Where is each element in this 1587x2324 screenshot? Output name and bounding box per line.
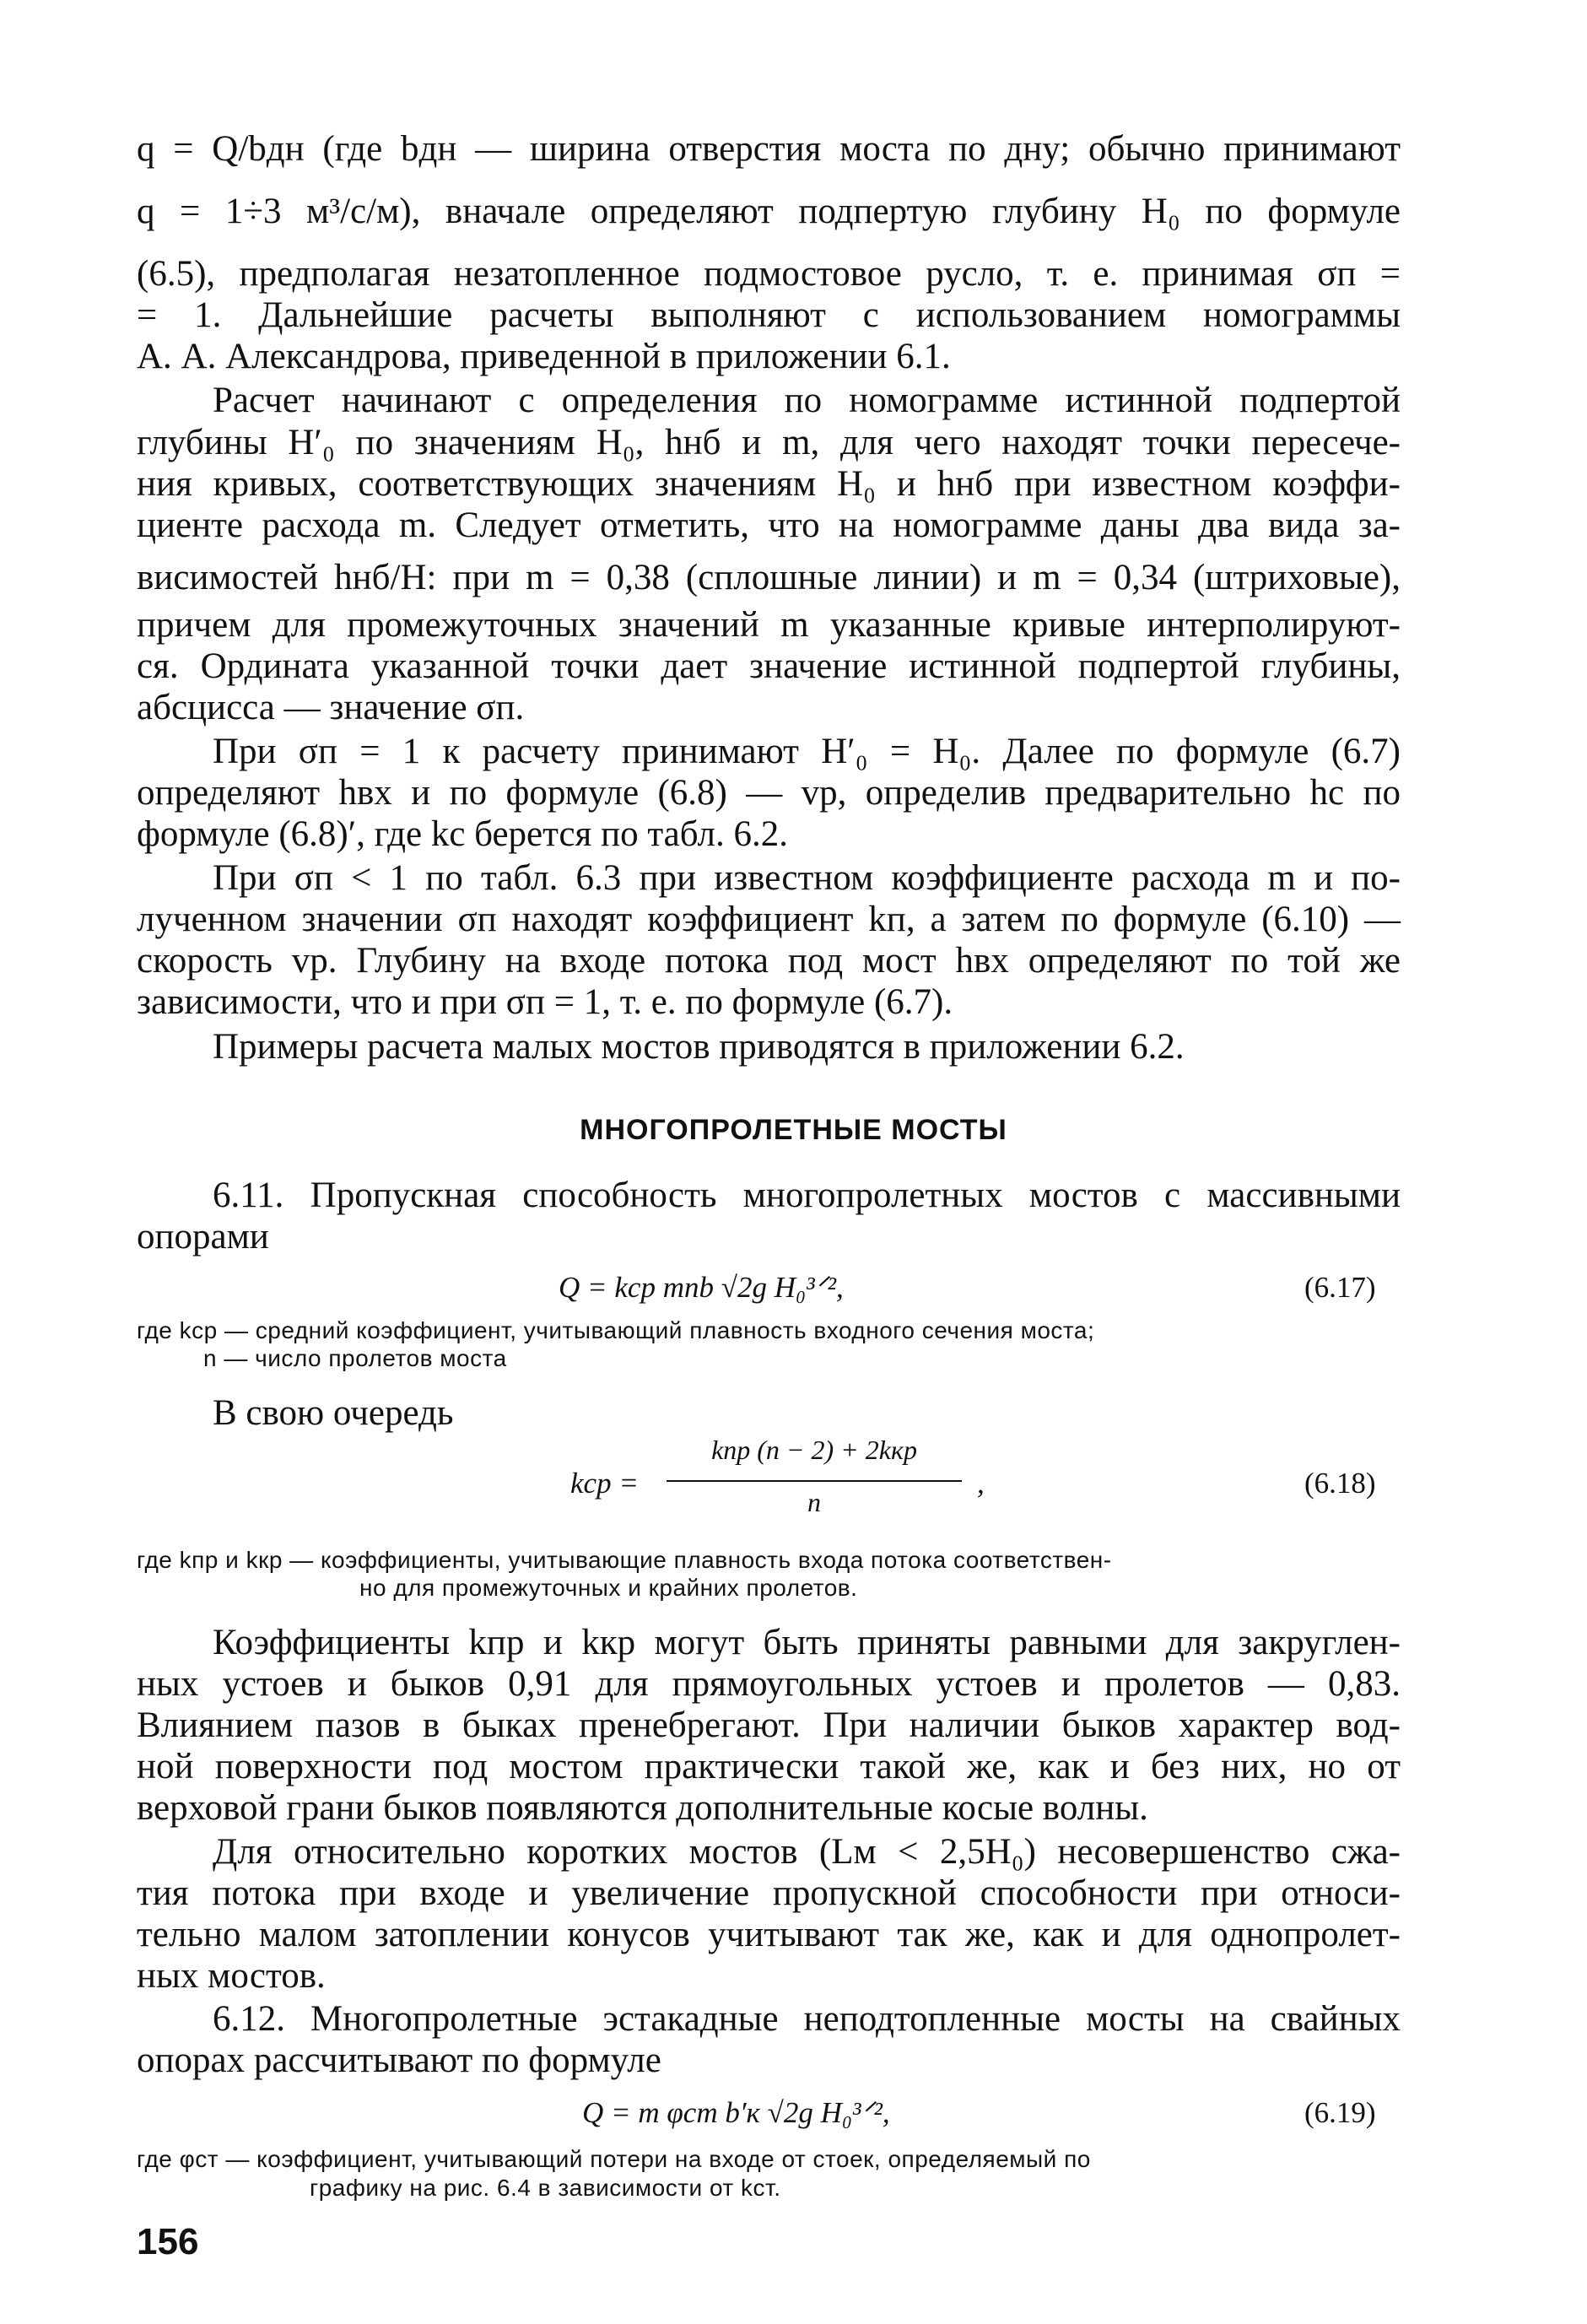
text-line: причем для промежуточных значений m указанные кривые интерполируют- — [137, 605, 1401, 645]
text-line: При σп < 1 по табл. 6.3 при известном коэффициенте расхода m и по- — [213, 858, 1401, 898]
fraction-denominator: n — [807, 1487, 821, 1517]
formula-6-17: Q = kср mnb √2g H₀³ᐟ², — [559, 1271, 844, 1304]
formula-6-18-comma: , — [977, 1467, 985, 1500]
note-line: но для промежуточных и крайних пролетов. — [359, 1575, 858, 1601]
text-line: q = 1÷3 м³/с/м), вначале определяют подпертую глубину H₀ по формуле — [137, 192, 1401, 231]
text-line: скорость vр. Глубину на входе потока под мост hвх определяют по той же — [137, 941, 1401, 981]
text-line: (6.5), предполагая незатопленное подмостовое русло, т. е. принимая σп = — [137, 254, 1401, 294]
fraction-bar — [667, 1480, 962, 1482]
text-line: ных мостов. — [137, 1956, 326, 1996]
page-number: 156 — [137, 2221, 199, 2262]
text-line: ся. Ордината указанной точки дает значение истинной подпертой глубины, — [137, 646, 1401, 686]
text-line: А. А. Александрова, приведенной в приложении 6.1. — [137, 337, 951, 376]
text-line: ных устоев и быков 0,91 для прямоугольных устоев и пролетов — 0,83. — [137, 1664, 1401, 1704]
text-line: висимостей hнб/H: при m = 0,38 (сплошные линии) и m = 0,34 (штриховые), — [137, 558, 1401, 597]
text-line: верховой грани быков появляются дополнительные косые волны. — [137, 1788, 1148, 1828]
formula-6-18-lhs: kср = — [570, 1467, 639, 1500]
note-line: графику на рис. 6.4 в зависимости от kст. — [310, 2175, 781, 2201]
text-line: опорами — [137, 1217, 269, 1257]
text-line: глубины H′₀ по значениям H₀, hнб и m, для чего находят точки пересече- — [137, 423, 1401, 462]
text-line: При σп = 1 к расчету принимают H′₀ = H₀. Далее по формуле (6.7) — [213, 732, 1401, 771]
text-line: циенте расхода m. Следует отметить, что на номограмме даны два вида за- — [137, 505, 1401, 545]
equation-number: (6.18) — [1304, 1467, 1376, 1500]
section-heading: МНОГОПРОЛЕТНЫЕ МОСТЫ — [580, 1114, 1007, 1146]
note-line: где φст — коэффициент, учитывающий потери на входе от стоек, определяемый по — [137, 2146, 1091, 2172]
text-line: 6.11. Пропускная способность многопролетных мостов с массивными — [213, 1176, 1401, 1215]
text-line: 6.12. Многопролетные эстакадные неподтопленные мосты на свайных — [213, 1999, 1401, 2039]
text-line: тельно малом затоплении конусов учитывают так же, как и для однопролет- — [137, 1915, 1401, 1954]
text-line: формуле (6.8)′, где kс берется по табл. 6.2. — [137, 814, 789, 854]
text-line: Коэффициенты kпр и kкр могут быть приняты равными для закруглен- — [213, 1623, 1401, 1662]
text-line: опорах рассчитывают по формуле — [137, 2040, 661, 2080]
note-line: где kср — средний коэффициент, учитывающий плавность входного сечения моста; — [137, 1317, 1095, 1343]
text-line: Расчет начинают с определения по номограмме истинной подпертой — [213, 381, 1401, 420]
text-line: лученном значении σп находят коэффициент kп, а затем по формуле (6.10) — — [137, 900, 1401, 939]
text-line: ной поверхности под мостом практически такой же, как и без них, но от — [137, 1747, 1401, 1786]
equation-number: (6.17) — [1304, 1271, 1376, 1304]
fraction-numerator: kпр (n − 2) + 2kкр — [711, 1435, 917, 1465]
text-line: В свою очередь — [213, 1393, 454, 1433]
text-line: = 1. Дальнейшие расчеты выполняют с использованием номограммы — [137, 295, 1401, 335]
text-line: q = Q/bдн (где bдн — ширина отверстия моста по дну; обычно принимают — [137, 129, 1401, 169]
text-line: абсцисса — значение σп. — [137, 688, 525, 727]
text-line: Для относительно коротких мостов (Lм < 2,5H₀) несовершенство сжа- — [213, 1832, 1401, 1872]
text-line: определяют hвх и по формуле (6.8) — vр, определив предварительно hс по — [137, 773, 1401, 813]
formula-6-19: Q = m φст b′к √2g H₀³ᐟ², — [582, 2096, 890, 2129]
text-line: зависимости, что и при σп = 1, т. е. по формуле (6.7). — [137, 982, 953, 1022]
note-line: где kпр и kкр — коэффициенты, учитывающие плавность входа потока соответствен- — [137, 1547, 1112, 1573]
text-line: Влиянием пазов в быках пренебрегают. При наличии быков характер вод- — [137, 1705, 1401, 1745]
text-line: тия потока при входе и увеличение пропускной способности при относи- — [137, 1873, 1401, 1913]
text-line: ния кривых, соответствующих значениям H₀ и hнб при известном коэффи- — [137, 464, 1401, 504]
note-line: n — число пролетов моста — [203, 1345, 507, 1371]
equation-number: (6.19) — [1304, 2096, 1376, 2129]
text-line: Примеры расчета малых мостов приводятся в приложении 6.2. — [213, 1027, 1185, 1067]
formula-6-18-fraction — [667, 1435, 962, 1527]
